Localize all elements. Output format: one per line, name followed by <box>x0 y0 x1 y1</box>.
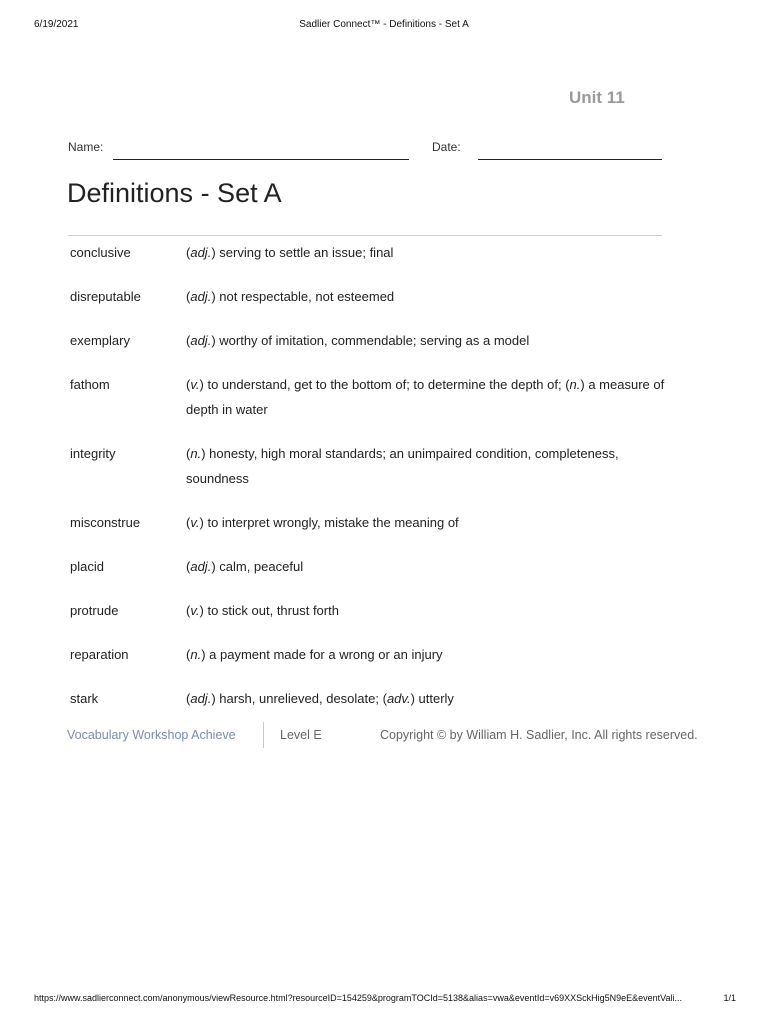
definition-term: misconstrue <box>70 515 141 530</box>
part-of-speech: adv. <box>386 691 411 706</box>
part-of-speech: adj. <box>190 245 212 260</box>
definition-meaning: harsh, unrelieved, desolate; <box>219 691 379 706</box>
definition-meaning: a measure of depth in water <box>186 377 665 417</box>
footer-level: Level E <box>280 728 322 742</box>
part-of-speech: adj. <box>190 691 212 706</box>
print-page-title: Sadlier Connect™ - Definitions - Set A <box>299 19 469 30</box>
part-of-speech: v. <box>190 515 200 530</box>
definition-meaning: serving to settle an issue; final <box>219 245 394 260</box>
definition-meaning: not respectable, not esteemed <box>219 289 395 304</box>
part-of-speech: v. <box>190 603 200 618</box>
definition-meaning: utterly <box>418 691 454 706</box>
definition-text: (adj.) calm, peaceful <box>186 559 304 574</box>
definition-text: (v.) to stick out, thrust forth <box>186 603 339 618</box>
print-page-number: 1/1 <box>723 993 736 1003</box>
definition-text: (n.) a payment made for a wrong or an injury <box>186 647 443 662</box>
definitions-table <box>70 240 665 730</box>
part-of-speech: adj. <box>190 289 212 304</box>
definition-meaning: to understand, get to the bottom of; to determine the depth of; <box>207 377 562 392</box>
definition-row <box>70 240 665 265</box>
name-date-row <box>68 140 662 162</box>
definition-text: (v.) to understand, get to the bottom of; to determine the depth of; (n.) a measure of depth in water <box>186 377 665 417</box>
definition-row <box>70 510 665 535</box>
definition-row <box>70 441 665 491</box>
print-url: https://www.sadlierconnect.com/anonymous/viewResource.html?resourceID=154259&programTOCId=5138&alias=vwa&eventId=v69XXSckHig5N9eE&eventVali... <box>34 993 683 1003</box>
definition-row <box>70 372 665 422</box>
date-label: Date: <box>432 140 461 154</box>
part-of-speech: v. <box>190 377 200 392</box>
date-field-line[interactable] <box>478 159 662 160</box>
definition-text: (adj.) not respectable, not esteemed <box>186 289 395 304</box>
print-footer <box>34 993 736 1007</box>
definition-term: exemplary <box>70 333 130 348</box>
definition-text: (v.) to interpret wrongly, mistake the meaning of <box>186 515 459 530</box>
footer-copyright: Copyright © by William H. Sadlier, Inc. All rights reserved. <box>380 728 698 742</box>
definition-row <box>70 554 665 579</box>
definition-term: reparation <box>70 647 129 662</box>
part-of-speech: adj. <box>190 333 212 348</box>
definition-row <box>70 284 665 309</box>
definition-term: disreputable <box>70 289 141 304</box>
part-of-speech: n. <box>190 446 202 461</box>
definition-meaning: calm, peaceful <box>219 559 304 574</box>
part-of-speech: n. <box>190 647 202 662</box>
definition-term: stark <box>70 691 99 706</box>
definition-term: integrity <box>70 446 116 461</box>
footer-brand: Vocabulary Workshop Achieve <box>67 728 236 742</box>
footer <box>67 722 707 748</box>
definition-row <box>70 642 665 667</box>
divider <box>68 235 662 236</box>
definition-meaning: to stick out, thrust forth <box>207 603 339 618</box>
definition-row <box>70 686 665 711</box>
definition-text: (adj.) serving to settle an issue; final <box>186 245 394 260</box>
definition-term: placid <box>70 559 104 574</box>
name-field-line[interactable] <box>113 159 409 160</box>
definition-text: (adj.) worthy of imitation, commendable; serving as a model <box>186 333 530 348</box>
unit-label: Unit 11 <box>569 88 625 107</box>
page-title: Definitions - Set A <box>67 178 282 208</box>
definition-meaning: a payment made for a wrong or an injury <box>209 647 443 662</box>
definition-text: (adj.) harsh, unrelieved, desolate; (adv.) utterly <box>186 691 454 706</box>
definition-row <box>70 598 665 623</box>
definition-meaning: honesty, high moral standards; an unimpaired condition, completeness, soundness <box>186 446 619 486</box>
definition-meaning: worthy of imitation, commendable; serving as a model <box>219 333 530 348</box>
definition-term: fathom <box>70 377 110 392</box>
definition-term: conclusive <box>70 245 131 260</box>
footer-separator <box>263 722 264 748</box>
definition-text: (n.) honesty, high moral standards; an unimpaired condition, completeness, soundness <box>186 446 619 486</box>
definition-meaning: to interpret wrongly, mistake the meaning of <box>207 515 459 530</box>
name-label: Name: <box>68 140 104 154</box>
part-of-speech: adj. <box>190 559 212 574</box>
part-of-speech: n. <box>569 377 581 392</box>
definition-term: protrude <box>70 603 119 618</box>
print-date: 6/19/2021 <box>34 19 79 30</box>
definition-row <box>70 328 665 353</box>
